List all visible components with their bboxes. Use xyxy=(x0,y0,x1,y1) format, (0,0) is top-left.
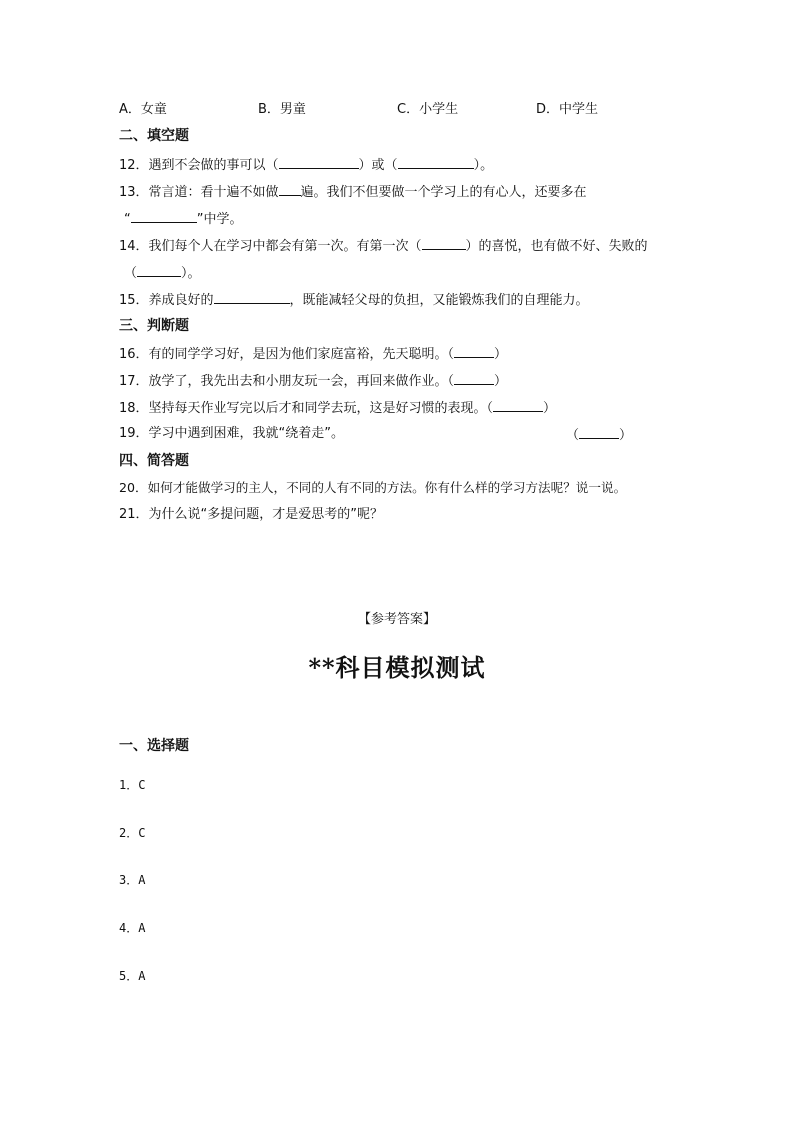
question-14-text-d: ）。 xyxy=(181,266,201,281)
answer-blank[interactable] xyxy=(279,182,301,196)
question-19-answer xyxy=(566,425,632,445)
answer-blank[interactable] xyxy=(137,263,181,277)
question-19-text-b: （ xyxy=(566,428,580,443)
question-13-text-a: 13．常言道：看十遍不如做 xyxy=(119,185,279,200)
answer-blank[interactable] xyxy=(422,236,466,250)
option-d: D．中学生 xyxy=(536,102,599,117)
question-14-text-c: （ xyxy=(124,266,138,281)
answer-item: 5．A xyxy=(119,969,146,983)
question-13-cont xyxy=(124,209,243,229)
answer-item: 1．C xyxy=(119,778,146,792)
option-a: A．女童 xyxy=(119,102,167,117)
answer-blank[interactable] xyxy=(131,209,197,223)
question-17-text-b: ） xyxy=(494,374,508,389)
question-18 xyxy=(119,398,556,418)
section-short-answer-heading: 四、简答题 xyxy=(119,453,189,469)
question-16-text-a: 16．有的同学学习好，是因为他们家庭富裕，先天聪明。（ xyxy=(119,347,455,362)
answer-blank[interactable] xyxy=(454,344,494,358)
question-15 xyxy=(119,290,589,310)
answer-item: 3．A xyxy=(119,873,146,887)
option-c: C．小学生 xyxy=(397,102,459,117)
question-12-text-a: 12．遇到不会做的事可以（ xyxy=(119,158,279,173)
answer-blank[interactable] xyxy=(398,155,474,169)
question-12 xyxy=(119,155,493,175)
question-12-text-c: ）。 xyxy=(473,158,494,173)
answer-blank[interactable] xyxy=(579,425,619,439)
question-18-text-b: ） xyxy=(543,401,557,416)
answer-item: 4．A xyxy=(119,921,146,935)
option-b: B．男童 xyxy=(258,102,306,117)
answer-title: **科目模拟测试 xyxy=(308,653,486,682)
question-14 xyxy=(119,236,648,256)
question-19 xyxy=(119,425,344,443)
answer-section-heading: 一、选择题 xyxy=(119,738,189,754)
question-13-text-d: ”中学。 xyxy=(196,212,243,227)
question-14-text-a: 14．我们每个人在学习中都会有第一次。有第一次（ xyxy=(119,239,422,254)
answer-key-label: 【参考答案】 xyxy=(357,612,436,627)
question-14-text-b: ）的喜悦，也有做不好、失败的 xyxy=(465,239,648,254)
question-20: 20．如何才能做学习的主人，不同的人有不同的方法。你有什么样的学习方法呢？说一说。 xyxy=(119,480,627,495)
answer-blank[interactable] xyxy=(454,371,494,385)
question-14-cont xyxy=(124,263,201,283)
question-16-text-b: ） xyxy=(494,347,508,362)
question-13 xyxy=(119,182,587,202)
question-21: 21．为什么说“多提问题，才是爱思考的”呢？ xyxy=(119,507,384,522)
question-19-text-c: ） xyxy=(619,428,633,443)
question-13-text-b: 遍。我们不但要做一个学习上的有心人，还要多在 xyxy=(300,185,587,200)
answer-item: 2．C xyxy=(119,826,146,840)
answer-blank[interactable] xyxy=(279,155,359,169)
question-12-text-b: ）或（ xyxy=(358,158,398,173)
question-17-text-a: 17．放学了，我先出去和小朋友玩一会，再回来做作业。（ xyxy=(119,374,455,389)
question-18-text-a: 18．坚持每天作业写完以后才和同学去玩，这是好习惯的表现。（ xyxy=(119,401,494,416)
section-fill-in-heading: 二、填空题 xyxy=(119,128,189,144)
question-13-text-c: “ xyxy=(124,212,131,227)
question-17 xyxy=(119,371,507,391)
answer-blank[interactable] xyxy=(493,398,543,412)
question-15-text-b: ，既能减轻父母的负担，又能锻炼我们的自理能力。 xyxy=(289,293,589,308)
question-15-text-a: 15．养成良好的 xyxy=(119,293,214,308)
question-16 xyxy=(119,344,507,364)
answer-blank[interactable] xyxy=(214,290,290,304)
section-judgment-heading: 三、判断题 xyxy=(119,318,189,334)
question-19-text-a: 19．学习中遇到困难，我就“绕着走”。 xyxy=(119,426,345,441)
